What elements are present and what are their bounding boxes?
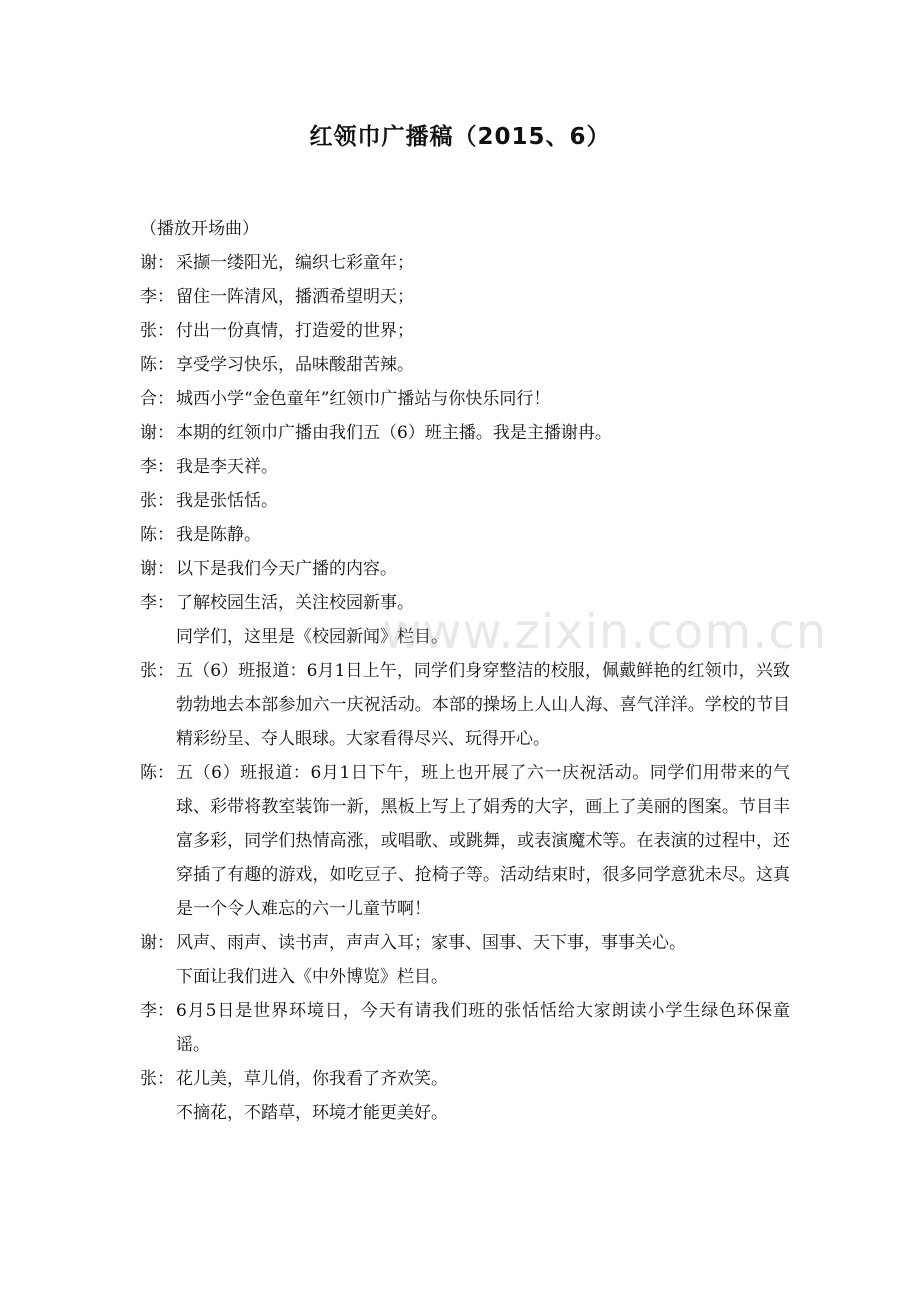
script-line: [140, 756, 790, 926]
line-text: 享受学习快乐，品味酸甜苦辣。: [176, 355, 414, 375]
line-text: 留住一阵清风，播洒希望明天；: [176, 287, 414, 307]
script-line: [140, 348, 790, 382]
speaker-label: 谢：: [140, 559, 174, 579]
speaker-label: 陈：: [140, 763, 174, 783]
line-text: 付出一份真情，打造爱的世界；: [176, 321, 414, 341]
line-text: 五（6）班报道：6月1日上午，同学们身穿整洁的校服，佩戴鲜艳的红领巾，兴致勃勃地去本部参加六一庆祝活动。本部的操场上人山人海、喜气洋洋。学校的节目精彩纷呈、夺人眼球。大家看得尽兴、玩得开心。: [176, 661, 790, 749]
script-body: [140, 212, 790, 1130]
speaker-label: 谢：: [140, 933, 174, 953]
speaker-label: 谢：: [140, 253, 174, 273]
document-title: 红领巾广播稿（2015、6）: [309, 124, 611, 150]
line-text: 花儿美，草儿俏，你我看了齐欢笑。: [176, 1069, 448, 1089]
continuation-line: 不摘花，不踏草，环境才能更美好。: [176, 1103, 448, 1123]
speaker-label: 李：: [140, 287, 174, 307]
script-line: [140, 926, 790, 960]
line-text: 我是陈静。: [176, 525, 261, 545]
script-line: [140, 654, 790, 756]
speaker-label: 陈：: [140, 525, 174, 545]
script-line: [140, 484, 790, 518]
script-line: [140, 1062, 790, 1096]
script-line: [140, 246, 790, 280]
continuation-line: 下面让我们进入《中外博览》栏目。: [176, 967, 448, 987]
line-text: 6月5日是世界环境日，今天有请我们班的张恬恬给大家朗读小学生绿色环保童谣。: [176, 1001, 790, 1055]
script-line: [140, 518, 790, 552]
speaker-label: 合：: [140, 389, 174, 409]
script-line: [140, 416, 790, 450]
speaker-label: 李：: [140, 593, 174, 613]
line-text: 以下是我们今天广播的内容。: [176, 559, 397, 579]
watermark-text: www.zixin.com.cn: [382, 604, 828, 660]
script-line: [140, 314, 790, 348]
script-line: [140, 382, 790, 416]
speaker-label: 张：: [140, 1069, 174, 1089]
speaker-label: 李：: [140, 457, 174, 477]
speaker-label: 谢：: [140, 423, 174, 443]
line-text: 我是张恬恬。: [176, 491, 278, 511]
speaker-label: 张：: [140, 661, 174, 681]
line-text: 本期的红领巾广播由我们五（6）班主播。我是主播谢冉。: [176, 423, 612, 443]
speaker-label: 李：: [140, 1001, 174, 1021]
script-line: [140, 280, 790, 314]
line-text: 采撷一缕阳光，编织七彩童年；: [176, 253, 414, 273]
continuation-line: 同学们，这里是《校园新闻》栏目。: [176, 627, 448, 647]
speaker-label: 陈：: [140, 355, 174, 375]
stage-direction: （播放开场曲）: [140, 219, 259, 239]
line-text: 风声、雨声、读书声，声声入耳；家事、国事、天下事，事事关心。: [176, 933, 686, 953]
line-text: 我是李天祥。: [176, 457, 278, 477]
script-line: [140, 552, 790, 586]
script-line: [140, 586, 790, 620]
line-text: 城西小学“金色童年”红领巾广播站与你快乐同行！: [176, 389, 551, 409]
script-line: [140, 994, 790, 1062]
script-line: [140, 450, 790, 484]
speaker-label: 张：: [140, 321, 174, 341]
line-text: 五（6）班报道：6月1日下午，班上也开展了六一庆祝活动。同学们用带来的气球、彩带将教室装饰一新，黑板上写上了娟秀的大字，画上了美丽的图案。节目丰富多彩，同学们热情高涨，或唱歌、或跳舞，或表演魔术等。在表演的过程中，还穿插了有趣的游戏，如吃豆子、抢椅子等。活动结束时，很多同学意犹未尽。这真是一个令人难忘的六一儿童节啊！: [176, 763, 790, 919]
speaker-label: 张：: [140, 491, 174, 511]
line-text: 了解校园生活，关注校园新事。: [176, 593, 414, 613]
